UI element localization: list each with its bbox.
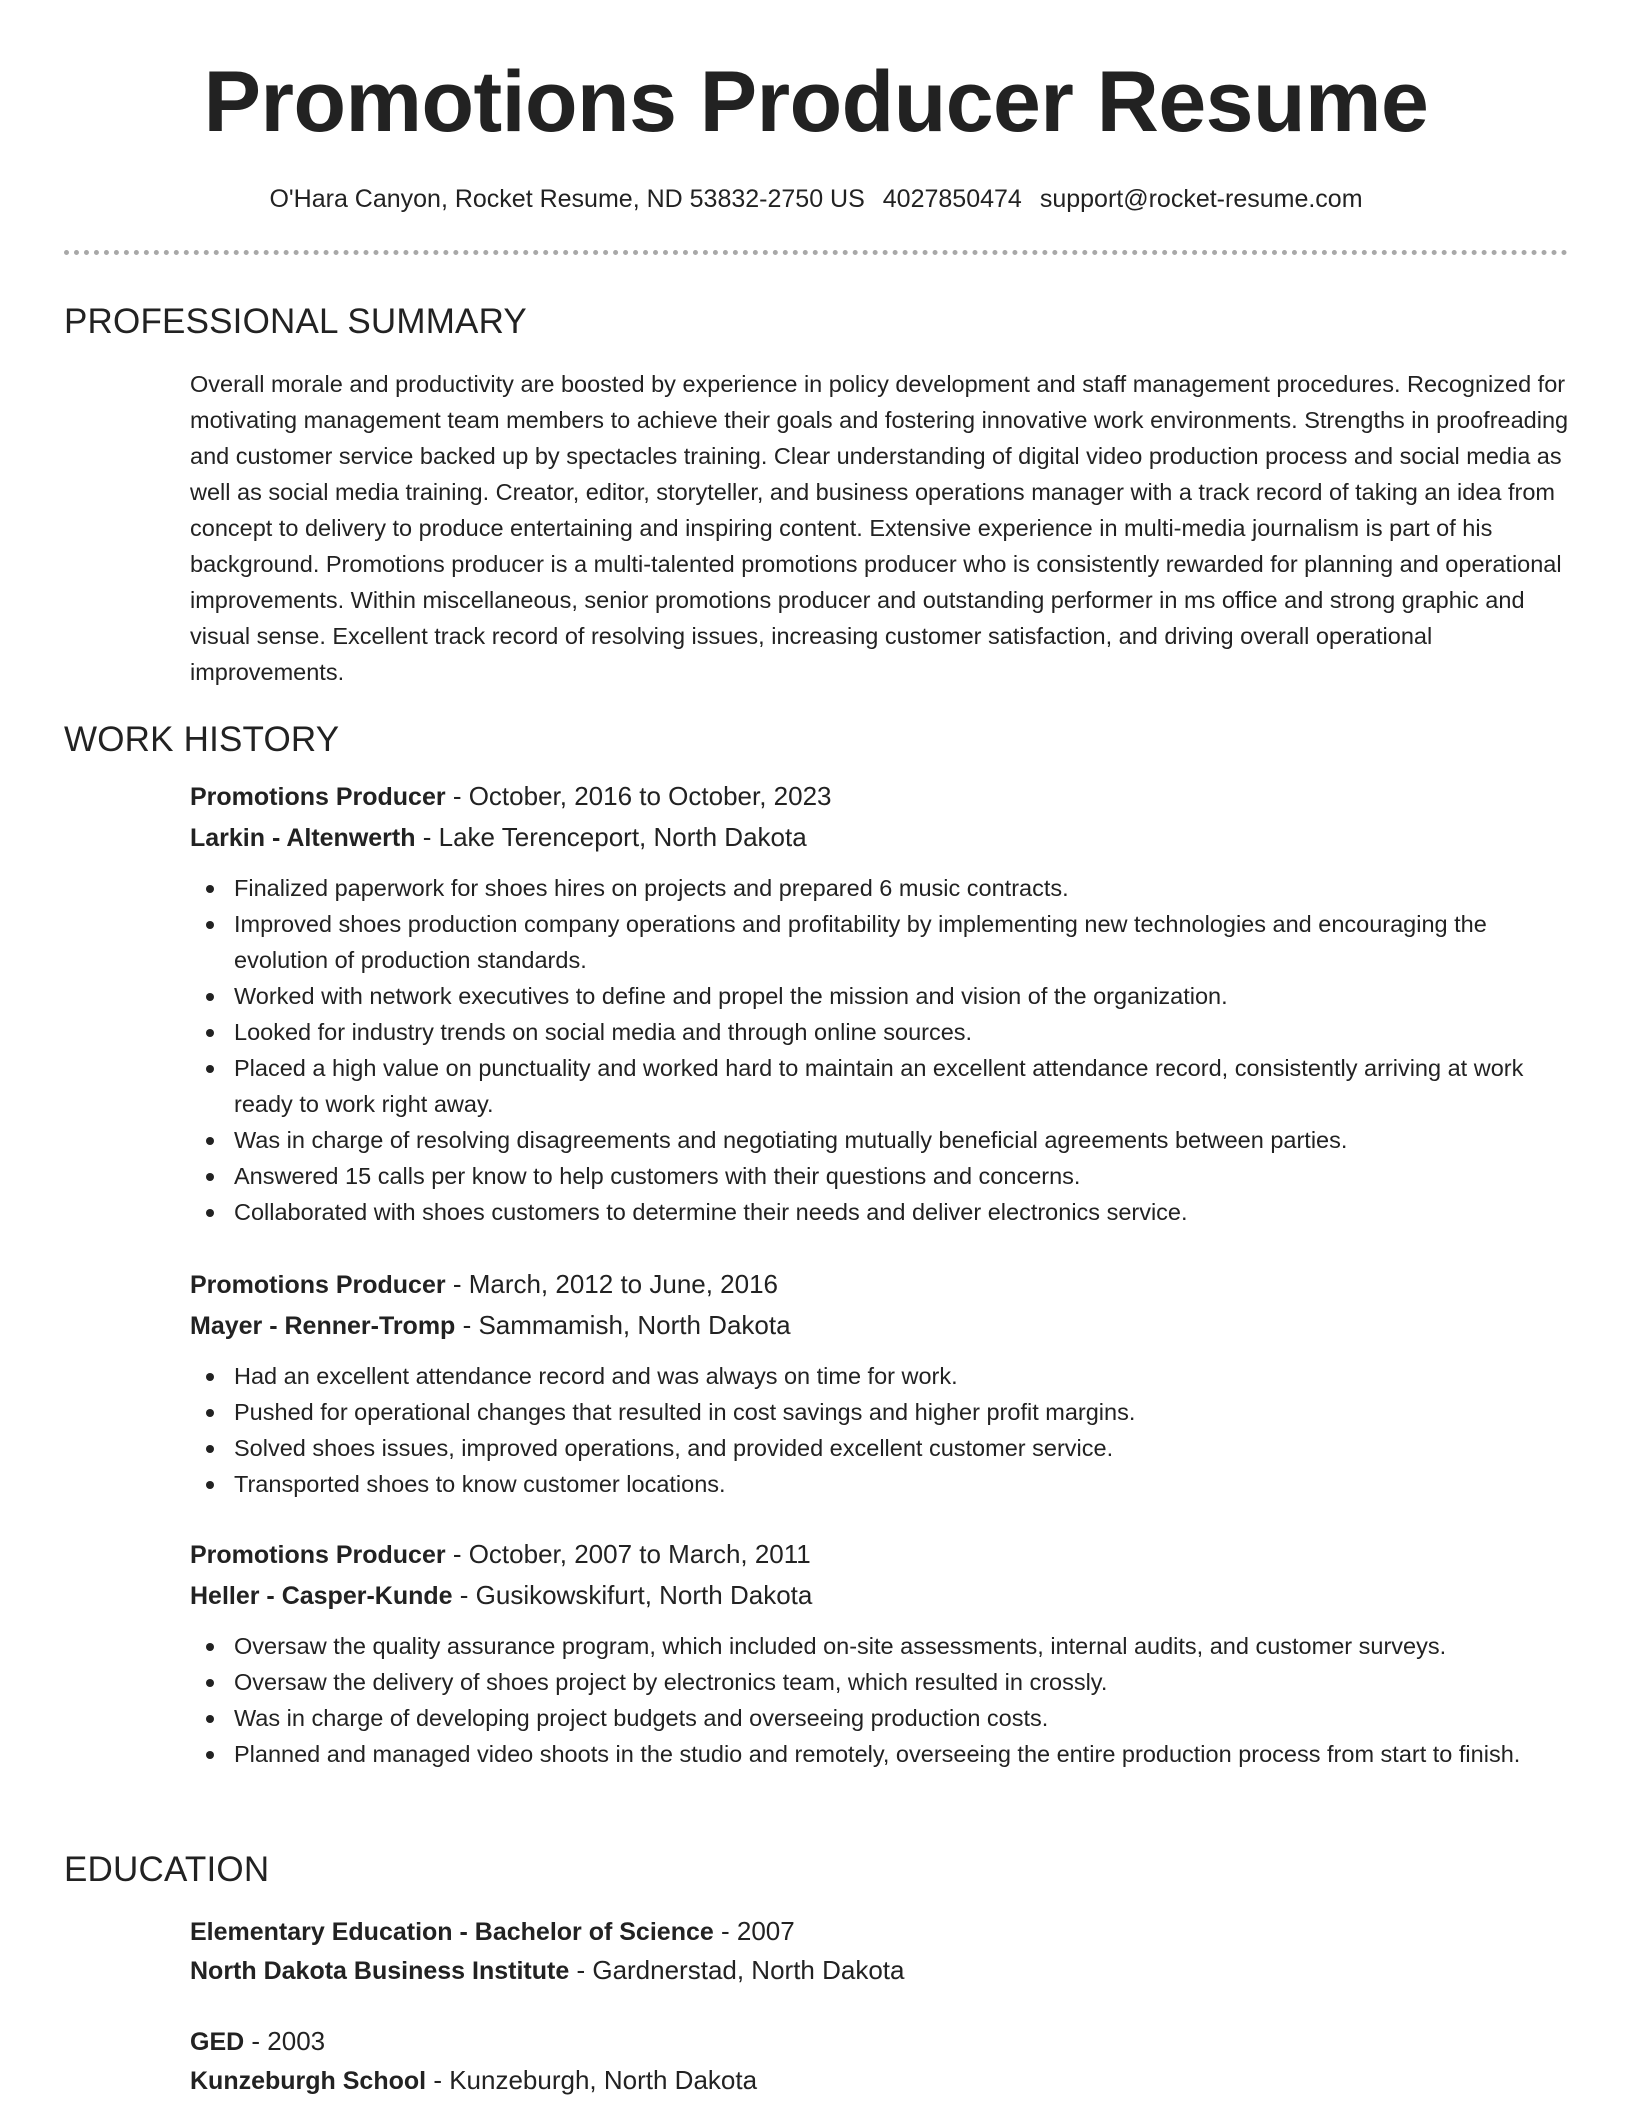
education-heading: EDUCATION (64, 1850, 270, 1889)
list-item: Transported shoes to know customer locations. (190, 1466, 1570, 1502)
list-item: Solved shoes issues, improved operations, and provided excellent customer service. (190, 1430, 1570, 1466)
list-item: Placed a high value on punctuality and worked hard to maintain an excellent attendance record, consistently arriving at work ready to work right away. (190, 1050, 1570, 1122)
job-title: Promotions Producer (190, 1271, 446, 1299)
job-bullets (190, 870, 1570, 1230)
resume-title: Promotions Producer Resume (203, 54, 1429, 150)
education-entry (190, 2022, 1570, 2100)
list-item: Oversaw the quality assurance program, which included on-site assessments, internal audits, and customer surveys. (190, 1628, 1570, 1664)
list-item: Was in charge of resolving disagreements and negotiating mutually beneficial agreements between parties. (190, 1122, 1570, 1158)
degree-year: - 2003 (244, 2026, 326, 2056)
list-item: Improved shoes production company operations and profitability by implementing new technologies and encouraging the evolution of production standards. (190, 906, 1570, 978)
school-line (190, 2061, 1570, 2100)
job-entry (190, 776, 1570, 1230)
job-bullets (190, 1628, 1570, 1772)
degree-line (190, 2022, 1570, 2061)
summary-heading: PROFESSIONAL SUMMARY (64, 302, 527, 341)
degree: Elementary Education - Bachelor of Science (190, 1918, 714, 1946)
degree-year: - 2007 (713, 1916, 795, 1946)
school-location: - Gardnerstad, North Dakota (569, 1955, 905, 1985)
job-entry (190, 1264, 1570, 1502)
list-item: Oversaw the delivery of shoes project by electronics team, which resulted in crossly. (190, 1664, 1570, 1700)
list-item: Answered 15 calls per know to help customers with their questions and concerns. (190, 1158, 1570, 1194)
job-company: Larkin - Altenwerth (190, 824, 416, 852)
list-item: Finalized paperwork for shoes hires on projects and prepared 6 music contracts. (190, 870, 1570, 906)
list-item: Planned and managed video shoots in the studio and remotely, overseeing the entire production process from start to finish. (190, 1736, 1570, 1772)
job-company: Heller - Casper-Kunde (190, 1582, 453, 1610)
work-history-heading: WORK HISTORY (64, 720, 340, 759)
degree: GED (190, 2028, 245, 2056)
job-title-line (190, 776, 1570, 817)
list-item: Looked for industry trends on social media and through online sources. (190, 1014, 1570, 1050)
job-dates: - October, 2016 to October, 2023 (445, 781, 832, 811)
job-location: - Lake Terenceport, North Dakota (415, 822, 807, 852)
contact-line (0, 182, 1632, 216)
job-title-line (190, 1264, 1570, 1305)
job-company-line (190, 1305, 1570, 1346)
contact-address: O'Hara Canyon, Rocket Resume, ND 53832-2750 US (269, 185, 865, 213)
summary-text: Overall morale and productivity are boosted by experience in policy development and staff management procedures. Recognized for motivating management team members to achieve their goals and fostering innovative work environments. Strengths in proofreading and customer service backed up by spectacles training. Clear understanding of digital video production process and social media as well as social media training. Creator, editor, storyteller, and business operations manager with a track record of taking an idea from concept to delivery to produce entertaining and inspiring content. Extensive experience in multi-media journalism is part of his background. Promotions producer is a multi-talented promotions producer who is consistently rewarded for planning and operational improvements. Within miscellaneous, senior promotions producer and outstanding performer in ms office and strong graphic and visual sense. Excellent track record of resolving issues, increasing customer satisfaction, and driving overall operational improvements. (190, 371, 1569, 685)
job-entry (190, 1534, 1570, 1772)
degree-line (190, 1912, 1570, 1951)
job-dates: - March, 2012 to June, 2016 (445, 1269, 779, 1299)
job-title: Promotions Producer (190, 783, 446, 811)
school-location: - Kunzeburgh, North Dakota (426, 2065, 758, 2095)
list-item: Collaborated with shoes customers to determine their needs and deliver electronics service. (190, 1194, 1570, 1230)
job-title: Promotions Producer (190, 1541, 446, 1569)
job-title-line (190, 1534, 1570, 1575)
school: North Dakota Business Institute (190, 1957, 570, 1985)
contact-email: support@rocket-resume.com (1039, 185, 1363, 213)
list-item: Had an excellent attendance record and was always on time for work. (190, 1358, 1570, 1394)
job-location: - Sammamish, North Dakota (455, 1310, 791, 1340)
school-line (190, 1951, 1570, 1990)
list-item: Was in charge of developing project budgets and overseeing production costs. (190, 1700, 1570, 1736)
job-company-line (190, 817, 1570, 858)
header-divider (64, 250, 1568, 255)
contact-phone: 4027850474 (882, 185, 1022, 213)
list-item: Worked with network executives to define and propel the mission and vision of the organization. (190, 978, 1570, 1014)
job-location: - Gusikowskifurt, North Dakota (452, 1580, 813, 1610)
job-company-line (190, 1575, 1570, 1616)
education-entry (190, 1912, 1570, 1990)
job-company: Mayer - Renner-Tromp (190, 1312, 456, 1340)
school: Kunzeburgh School (190, 2067, 427, 2095)
job-dates: - October, 2007 to March, 2011 (445, 1539, 811, 1569)
job-bullets (190, 1358, 1570, 1502)
list-item: Pushed for operational changes that resulted in cost savings and higher profit margins. (190, 1394, 1570, 1430)
